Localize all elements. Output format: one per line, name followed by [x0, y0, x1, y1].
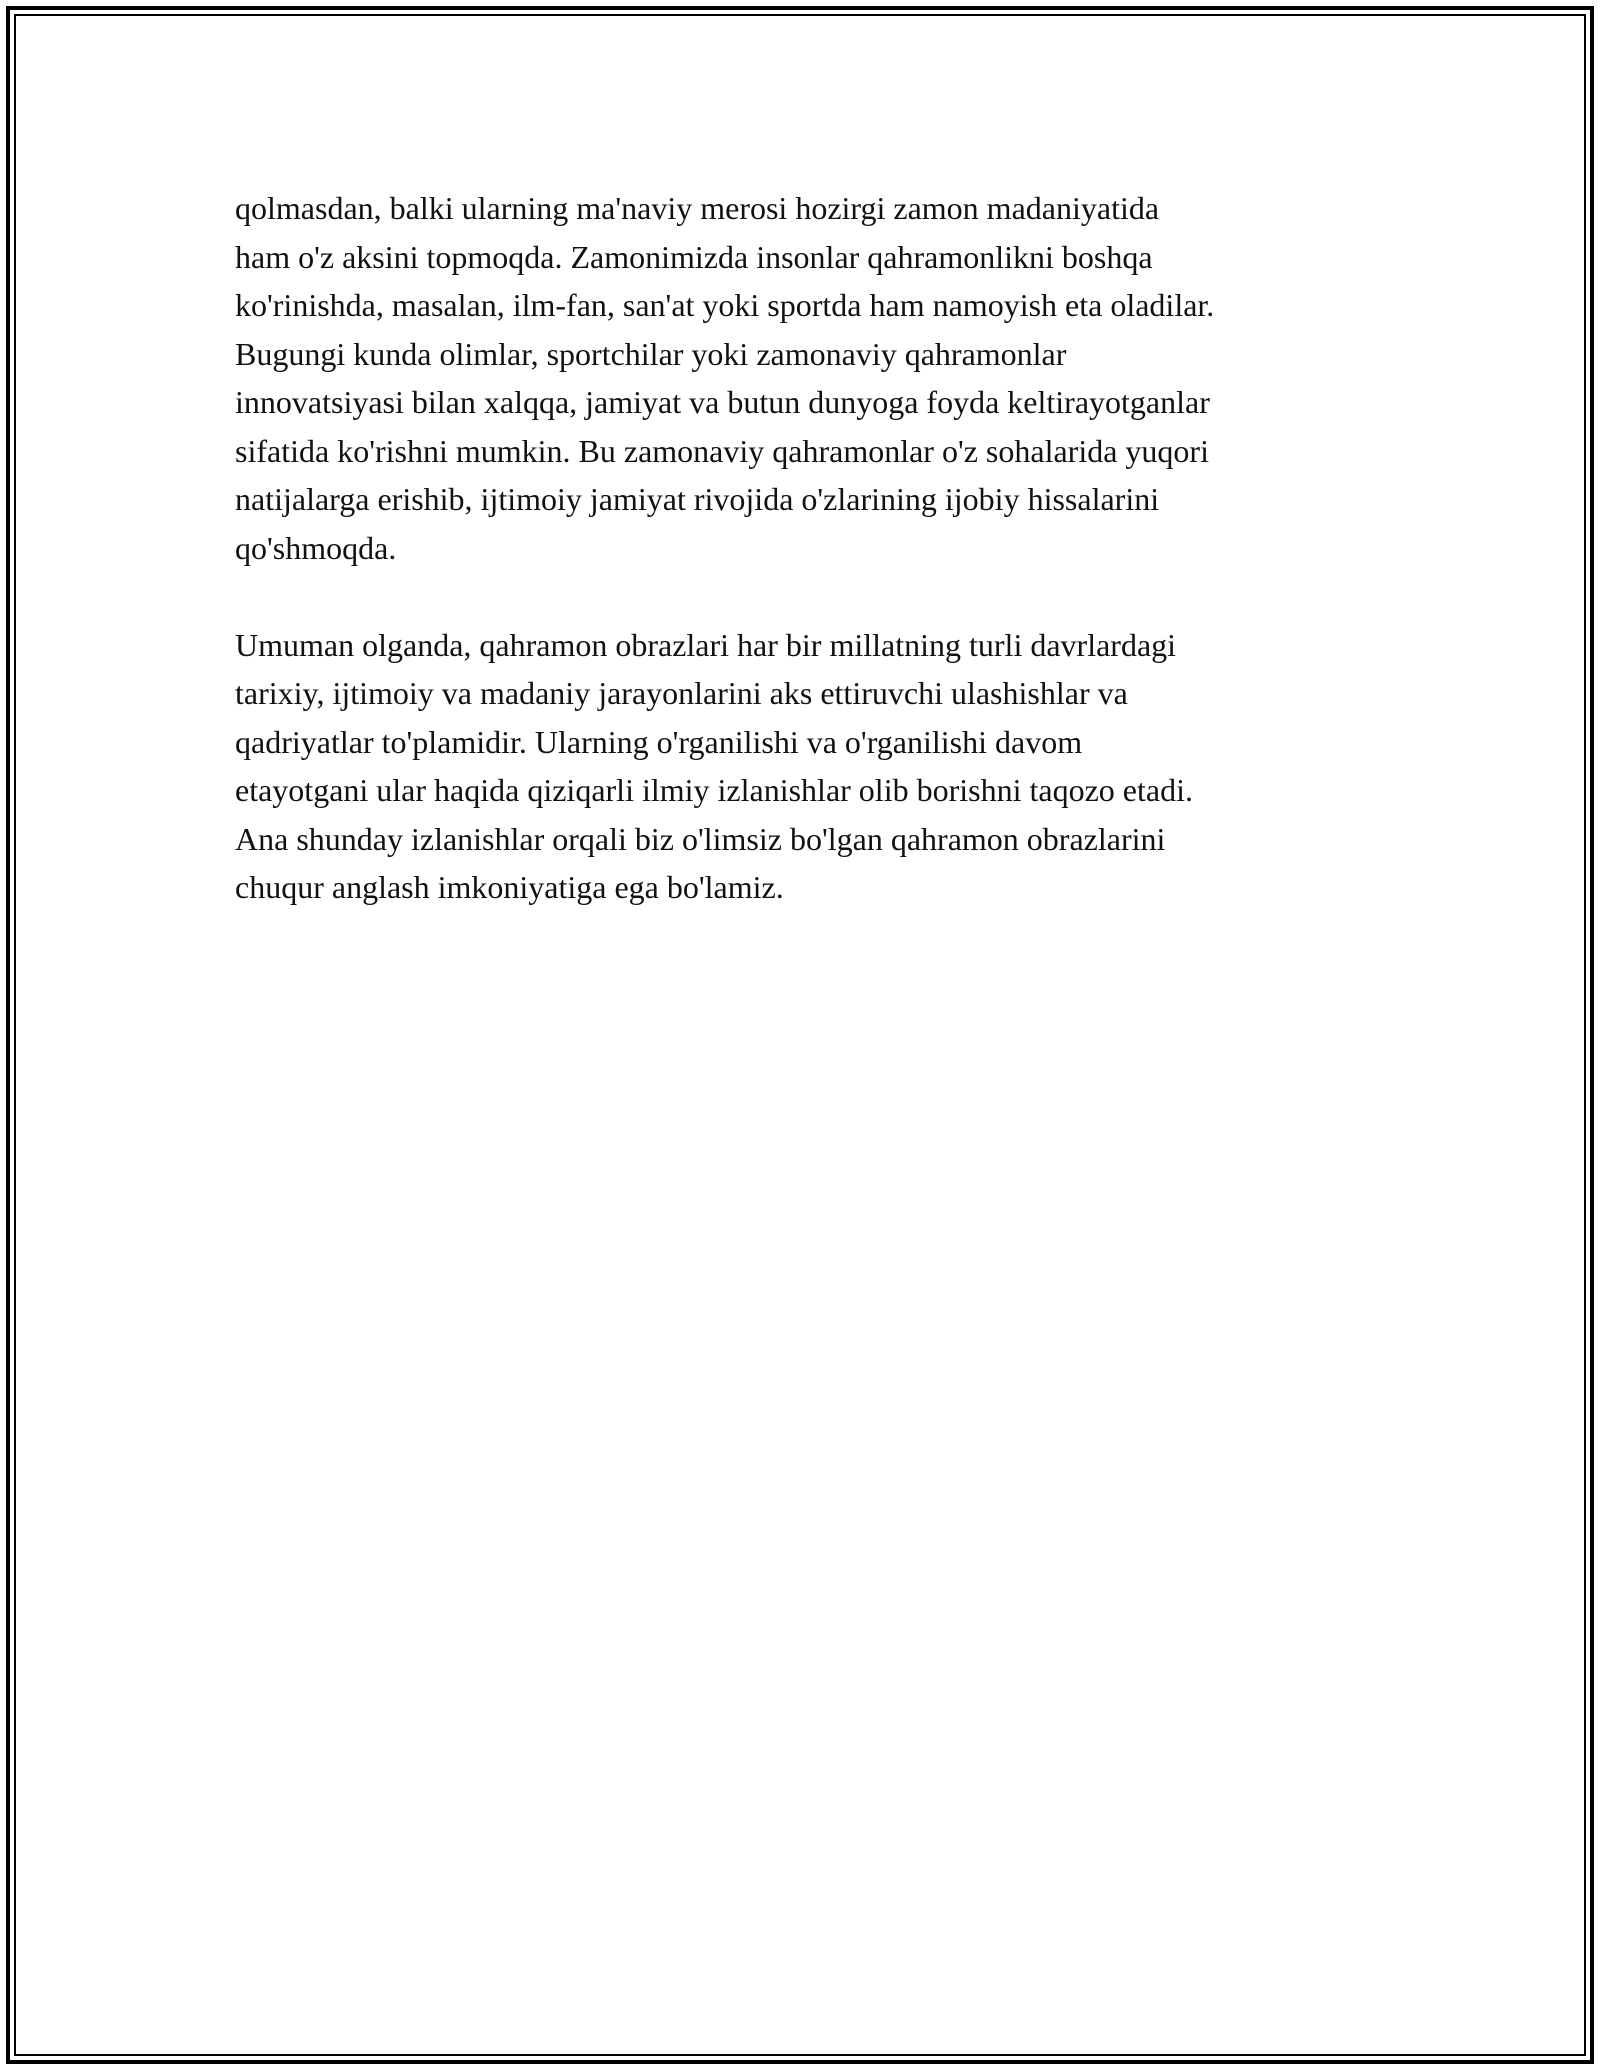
paragraph-2 [235, 621, 1375, 912]
text-line: ko'rinishda, masalan, ilm-fan, san'at yoki sportda ham namoyish eta oladilar. [235, 287, 1215, 323]
text-line: Ana shunday izlanishlar orqali biz o'limsiz bo'lgan qahramon obrazlarini [235, 820, 1166, 857]
text-line: Umuman olganda, qahramon obrazlari har bir millatning turli davrlardagi [235, 626, 1177, 663]
text-line: sifatida ko'rishni mumkin. Bu zamonaviy qahramonlar o'z sohalarida yuqori [235, 432, 1209, 469]
text-line: qolmasdan, balki ularning ma'naviy merosi hozirgi zamon madaniyatida [235, 190, 1160, 226]
text-line: qo'shmoqda. [235, 529, 397, 566]
text-line: Bugungi kunda olimlar, sportchilar yoki zamonaviy qahramonlar [235, 335, 1067, 372]
text-line: ham o'z aksini topmoqda. Zamonimizda insonlar qahramonlikni boshqa [235, 238, 1153, 275]
text-line: etayotgani ular haqida qiziqarli ilmiy izlanishlar olib borishni taqozo etadi. [235, 772, 1193, 808]
document-body [235, 184, 1375, 912]
text-line: natijalarga erishib, ijtimoiy jamiyat rivojida o'zlarining ijobiy hissalarini [235, 481, 1160, 517]
text-line: tarixiy, ijtimoiy va madaniy jarayonlarini aks ettiruvchi ulashishlar va [235, 675, 1128, 711]
text-line: chuqur anglash imkoniyatiga ega bo'lamiz. [235, 869, 784, 905]
paragraph-1 [235, 184, 1375, 572]
text-line: innovatsiyasi bilan xalqqa, jamiyat va butun dunyoga foyda keltirayotganlar [235, 384, 1210, 420]
text-line: qadriyatlar to'plamidir. Ularning o'rganilishi va o'rganilishi davom [235, 723, 1083, 760]
